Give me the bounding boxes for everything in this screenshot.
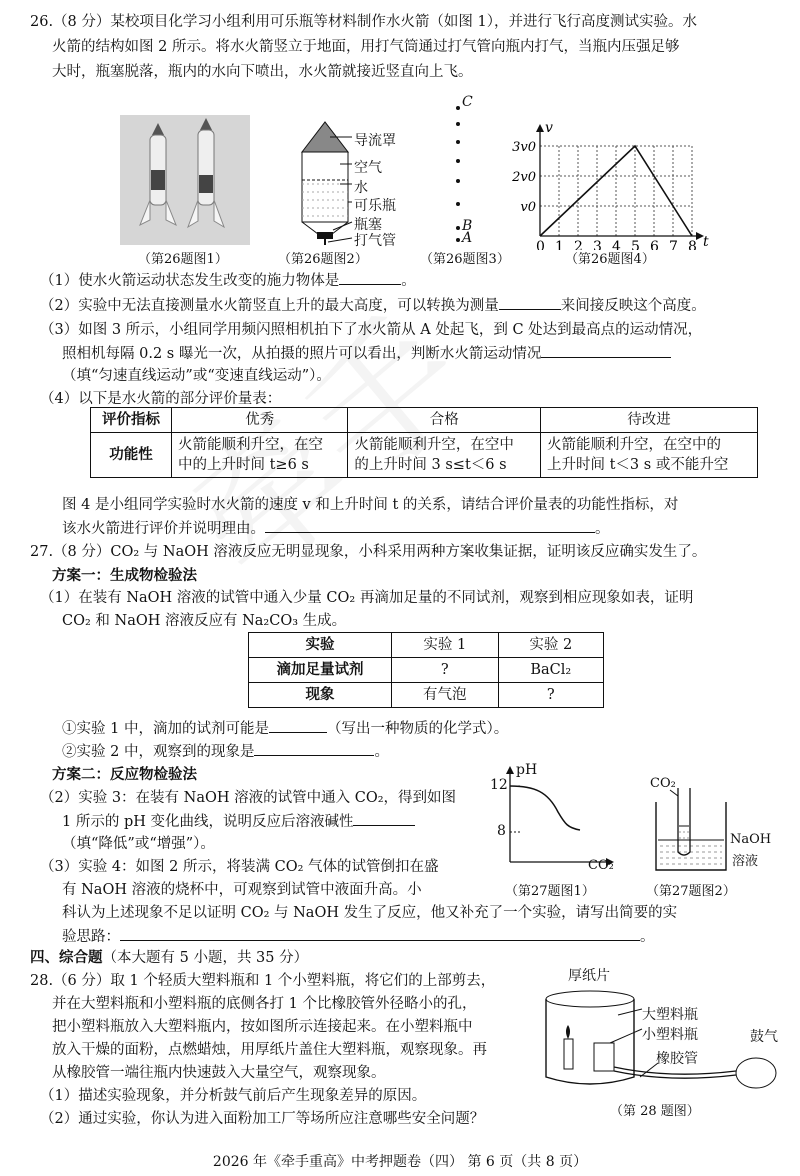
- exp-row1-c2: BaCl₂: [498, 658, 603, 683]
- beaker-naoh-label: NaOH: [730, 832, 772, 847]
- eval-header-1: 优秀: [172, 408, 348, 433]
- q28-l3: 把小塑料瓶放入大塑料瓶内，按如图所示连接起来。在小塑料瓶中: [52, 1019, 473, 1035]
- q27-exp-table: [248, 632, 604, 708]
- q28-label-big-bottle: 大塑料瓶: [642, 1007, 698, 1023]
- fig4-xtick-4: 4: [612, 239, 621, 250]
- exp-row2-c1: 有气泡: [392, 683, 499, 708]
- q27-head: 27.（8 分）CO₂ 与 NaOH 溶液反应无明显现象，小科采用两种方案收集证据，证明该反应确实发生了。: [30, 544, 707, 560]
- q27-q1-2: ②实验 2 中，观察到的现象是 。: [62, 741, 389, 762]
- fig2-label-1: 空气: [354, 160, 382, 176]
- ph-tick-8: 8: [497, 823, 506, 839]
- fig1-photo: [120, 115, 250, 245]
- q26-line2: 火箭的结构如图 2 所示。将水火箭竖立于地面，用打气筒通过打气管向瓶内打气，当瓶内压强足够: [52, 39, 680, 55]
- fig1-caption: （第26题图1）: [138, 252, 228, 267]
- exp-row2-c2: ?: [498, 683, 603, 708]
- q26-sub3-c: （填“匀速直线运动”或“变速直线运动”）。: [62, 368, 331, 384]
- q27-fig2-caption: （第27题图2）: [646, 884, 736, 899]
- q28-l1: 28.（6 分）取 1 个轻质大塑料瓶和 1 个小塑料瓶，将它们的上部剪去，: [30, 973, 496, 989]
- page-footer: 2026 年《牵手重高》中考押题卷（四） 第 6 页（共 8 页）: [212, 1154, 588, 1170]
- q27-plan1: 方案一：生成物检验法: [52, 568, 197, 584]
- exp-header-2: 实验 2: [498, 633, 603, 658]
- fig2-label-3: 可乐瓶: [354, 198, 396, 214]
- q26-sub4-b: 图 4 是小组同学实验时水火箭的速度 v 和上升时间 t 的关系，请结合评价量表的功能性指标，对: [62, 497, 679, 513]
- q28-l7: （2）通过实验，你认为进入面粉加工厂等场所应注意哪些安全问题？: [40, 1111, 485, 1127]
- fig3-caption: （第26题图3）: [420, 252, 510, 267]
- q26-sub1: （1）使水火箭运动状态发生改变的施力物体是 。: [40, 270, 416, 291]
- q27-p3-d: 验思路： 。: [62, 926, 655, 947]
- fig3-label-c: C: [462, 94, 473, 110]
- q26-head: 26.（8 分）某校项目化学习小组利用可乐瓶等材料制作水火箭（如图 1），并进行飞行高度测试实验。水: [30, 14, 697, 30]
- fig4-ylabel: v: [545, 120, 553, 136]
- fig2-label-2: 水: [354, 180, 368, 196]
- ph-co2-axis: CO₂: [588, 858, 614, 873]
- q27-fig2-beaker: [648, 782, 738, 877]
- q27-p2-b: 1 所示的 pH 变化曲线，说明反应后溶液碱性: [62, 811, 415, 832]
- exp-row1-c1: ?: [392, 658, 499, 683]
- q28-label-small-bottle: 小塑料瓶: [642, 1027, 698, 1043]
- q27-fig1-caption: （第27题图1）: [505, 884, 595, 899]
- fig4-xtick-6: 6: [650, 239, 659, 250]
- fig2-label-5: 打气管: [354, 233, 396, 249]
- fig2-caption: （第26题图2）: [278, 252, 368, 267]
- eval-header-2: 合格: [348, 408, 541, 433]
- q28-l2: 并在大塑料瓶和小塑料瓶的底侧各打 1 个比橡胶管外径略小的孔，: [52, 996, 477, 1012]
- beaker-co2-label: CO₂: [650, 776, 676, 791]
- q27-p3-a: （3）实验 4：如图 2 所示，将装满 CO₂ 气体的试管倒扣在盛: [40, 859, 439, 875]
- eval-cell-improve: 火箭能顺利升空，在空中的 上升时间 t＜3 s 或不能升空: [541, 433, 758, 478]
- fig4-caption: （第26题图4）: [565, 252, 655, 267]
- fig4-ytick-2: 2v0: [512, 170, 536, 185]
- exp-row1-label: 滴加足量试剂: [249, 658, 392, 683]
- eval-row-label: 功能性: [91, 433, 172, 478]
- q26-sub2: （2）实验中无法直接测量水火箭竖直上升的最大高度，可以转换为测量 来间接反映这个高度。: [40, 295, 706, 316]
- eval-cell-pass: 火箭能顺利升空，在空中 的上升时间 3 s≤t＜6 s: [348, 433, 541, 478]
- q28-label-tube: 橡胶管: [656, 1051, 698, 1067]
- exp-row2-label: 现象: [249, 683, 392, 708]
- q26-sub3-a: （3）如图 3 所示，小组同学用频闪照相机拍下了水火箭从 A 处起飞，到 C 处达到最高点的运动情况，: [40, 322, 703, 338]
- fig4-xtick-1: 1: [555, 239, 564, 250]
- q27-p3-c: 科认为上述现象不足以证明 CO₂ 与 NaOH 发生了反应，他又补充了一个实验，请写出简要的实: [62, 905, 678, 921]
- q28-l4: 放入干燥的面粉，点燃蜡烛，用厚纸片盖住大塑料瓶，观察现象。再: [52, 1042, 487, 1058]
- q28-label-cardboard: 厚纸片: [568, 968, 610, 984]
- eval-header-3: 待改进: [541, 408, 758, 433]
- q28-fig-caption: （第 28 题图）: [610, 1104, 700, 1119]
- q26-sub4: （4）以下是水火箭的部分评价量表：: [40, 391, 282, 407]
- ph-axis-label: pH: [516, 762, 538, 778]
- q26-sub3-b: 照相机每隔 0.2 s 曝光一次，从拍摄的照片可以看出，判断水火箭运动情况: [62, 343, 671, 364]
- fig4-xtick-7: 7: [669, 239, 678, 250]
- q27-p1-a: （1）在装有 NaOH 溶液的试管中通入少量 CO₂ 再滴加足量的不同试剂，观察到相应现象如表，证明: [40, 590, 694, 606]
- exp-header-1: 实验 1: [392, 633, 499, 658]
- fig2-label-4: 瓶塞: [354, 217, 382, 233]
- fig4-xtick-0: 0: [536, 239, 545, 250]
- fig4-xtick-3: 3: [593, 239, 602, 250]
- beaker-solution-label: 溶液: [732, 854, 759, 869]
- fig4-xtick-2: 2: [574, 239, 583, 250]
- fig4-ytick-3: 3v0: [512, 140, 536, 155]
- fig4-velocity-chart: [505, 118, 720, 250]
- q27-p1-b: CO₂ 和 NaOH 溶液反应有 Na₂CO₃ 生成。: [62, 613, 347, 629]
- q27-p2-a: （2）实验 3：在装有 NaOH 溶液的试管中通入 CO₂，得到如图: [40, 790, 457, 806]
- q27-q1-1: ①实验 1 中，滴加的试剂可能是 （写出一种物质的化学式）。: [62, 718, 508, 739]
- fig4-xtick-8: 8: [688, 239, 697, 250]
- q26-eval-table: [90, 407, 758, 478]
- eval-header-0: 评价指标: [91, 408, 172, 433]
- ph-tick-12: 12: [490, 777, 508, 793]
- fig3-label-a: A: [462, 230, 473, 246]
- q26-line3: 大时，瓶塞脱落，瓶内的水向下喷出，水火箭就接近竖直向上飞。: [52, 64, 473, 80]
- fig4-xlabel: t: [703, 234, 709, 250]
- q27-plan2: 方案二：反应物检验法: [52, 767, 197, 783]
- q28-l6: （1）描述实验现象，并分析鼓气前后产生现象差异的原因。: [40, 1088, 427, 1104]
- fig3-label-b: B: [462, 218, 473, 234]
- fig2-label-0: 导流罩: [354, 133, 396, 149]
- q28-l5: 从橡胶管一端往瓶内快速鼓入大量空气，观察现象。: [52, 1065, 386, 1081]
- fig4-ytick-1: v0: [520, 200, 536, 215]
- section4-heading: 四、综合题（本大题有 5 小题，共 35 分）: [30, 950, 309, 966]
- q27-p2-c: （填“降低”或“增强”）。: [62, 836, 215, 852]
- exp-header-0: 实验: [249, 633, 392, 658]
- q26-sub4-c: 该水火箭进行评价并说明理由。 。: [62, 518, 610, 539]
- fig4-xtick-5: 5: [631, 239, 640, 250]
- q28-label-blow: 鼓气: [750, 1029, 778, 1045]
- eval-cell-excellent: 火箭能顺利升空，在空 中的上升时间 t≥6 s: [172, 433, 348, 478]
- q27-p3-b: 有 NaOH 溶液的烧杯中，可观察到试管中液面升高。小: [62, 882, 422, 898]
